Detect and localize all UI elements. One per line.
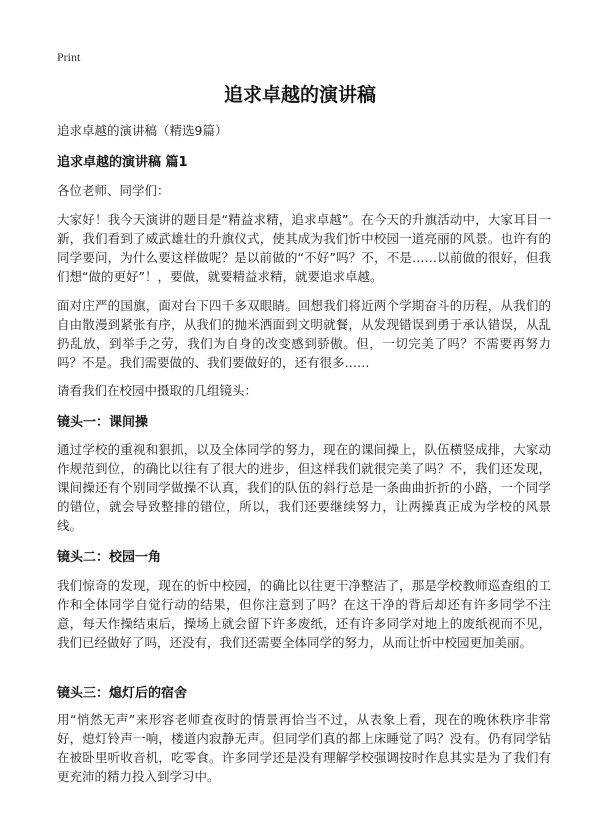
paragraph-1: 大家好！我今天演讲的题目是“精益求精，追求卓越”。在今天的升旗活动中，大家耳目一新，我们看到了威武雄壮的升旗仪式，使其成为我们忻中校园一道亮丽的风景。也许有的同学要问，为什么要这样做呢？是以前做的“不好”吗？不，不是……以前做的很好，但我们想“做的更好”！，要做，就要精益求精，就要追求卓越。 bbox=[57, 212, 551, 284]
part-heading: 追求卓越的演讲稿 篇1 bbox=[57, 155, 188, 170]
scene-1-text: 通过学校的重视和狠抓，以及全体同学的努力，现在的课间操上，队伍横竖成排，大家动作规范到位，的确比以往有了很大的进步，但这样我们就很完美了吗？不，我们还发现，课间操还有个别同学做操不认真，我们的队伍的斜行总是一条曲曲折折的小路，一个同学的错位，就会导致整排的错位，所以，我们还要继续努力，让两操真正成为学校的风景线。 bbox=[57, 442, 551, 533]
page-title: 追求卓越的演讲稿 bbox=[223, 84, 376, 106]
subtitle: 追求卓越的演讲稿（精选9篇） bbox=[57, 123, 228, 138]
scene-3-heading: 镜头三：熄灯后的宿舍 bbox=[57, 686, 188, 701]
scene-3-text: 用“悄然无声”来形容老师查夜时的情景再恰当不过，从表象上看，现在的晚休秩序非常好，熄灯铃声一响，楼道内寂静无声。但同学们真的都上床睡觉了吗？没有。仍有同学钻在被卧里听收音机，吃零食。许多同学还是没有理解学校强调按时作息其实是为了我们有更充沛的精力投入到学习中。 bbox=[57, 712, 551, 784]
print-link[interactable]: Print bbox=[57, 50, 81, 64]
paragraph-2: 面对庄严的国旗，面对台下四千多双眼睛。回想我们将近两个学期奋斗的历程，从我们的自由散漫到紧张有序，从我们的抛米洒面到文明就餐，从发现错误到勇于承认错误，从乱扔乱放，到举手之劳，我们为自身的改变感到骄傲。但，一切完美了吗？不需要再努力吗？不是。我们需要做的、我们要做好的，还有很多…… bbox=[57, 298, 551, 370]
scene-1-heading: 镜头一：课间操 bbox=[57, 415, 149, 430]
greeting: 各位老师、同学们： bbox=[57, 183, 170, 198]
scene-2-heading: 镜头二：校园一角 bbox=[57, 550, 162, 565]
scene-2-text: 我们惊奇的发现，现在的忻中校园，的确比以往更干净整洁了，那是学校教师巡查组的工作和全体同学自觉行动的结果，但你注意到了吗？在这干净的背后却还有许多同学不注意，每天作操结束后，操场上就会留下许多废纸，还有许多同学对地上的废纸视而不见，我们已经做好了吗，还没有，我们还需要全体同学的努力，从而让忻中校园更加美丽。 bbox=[57, 578, 551, 650]
scenes-intro: 请看我们在校园中摄取的几组镜头： bbox=[57, 383, 258, 398]
